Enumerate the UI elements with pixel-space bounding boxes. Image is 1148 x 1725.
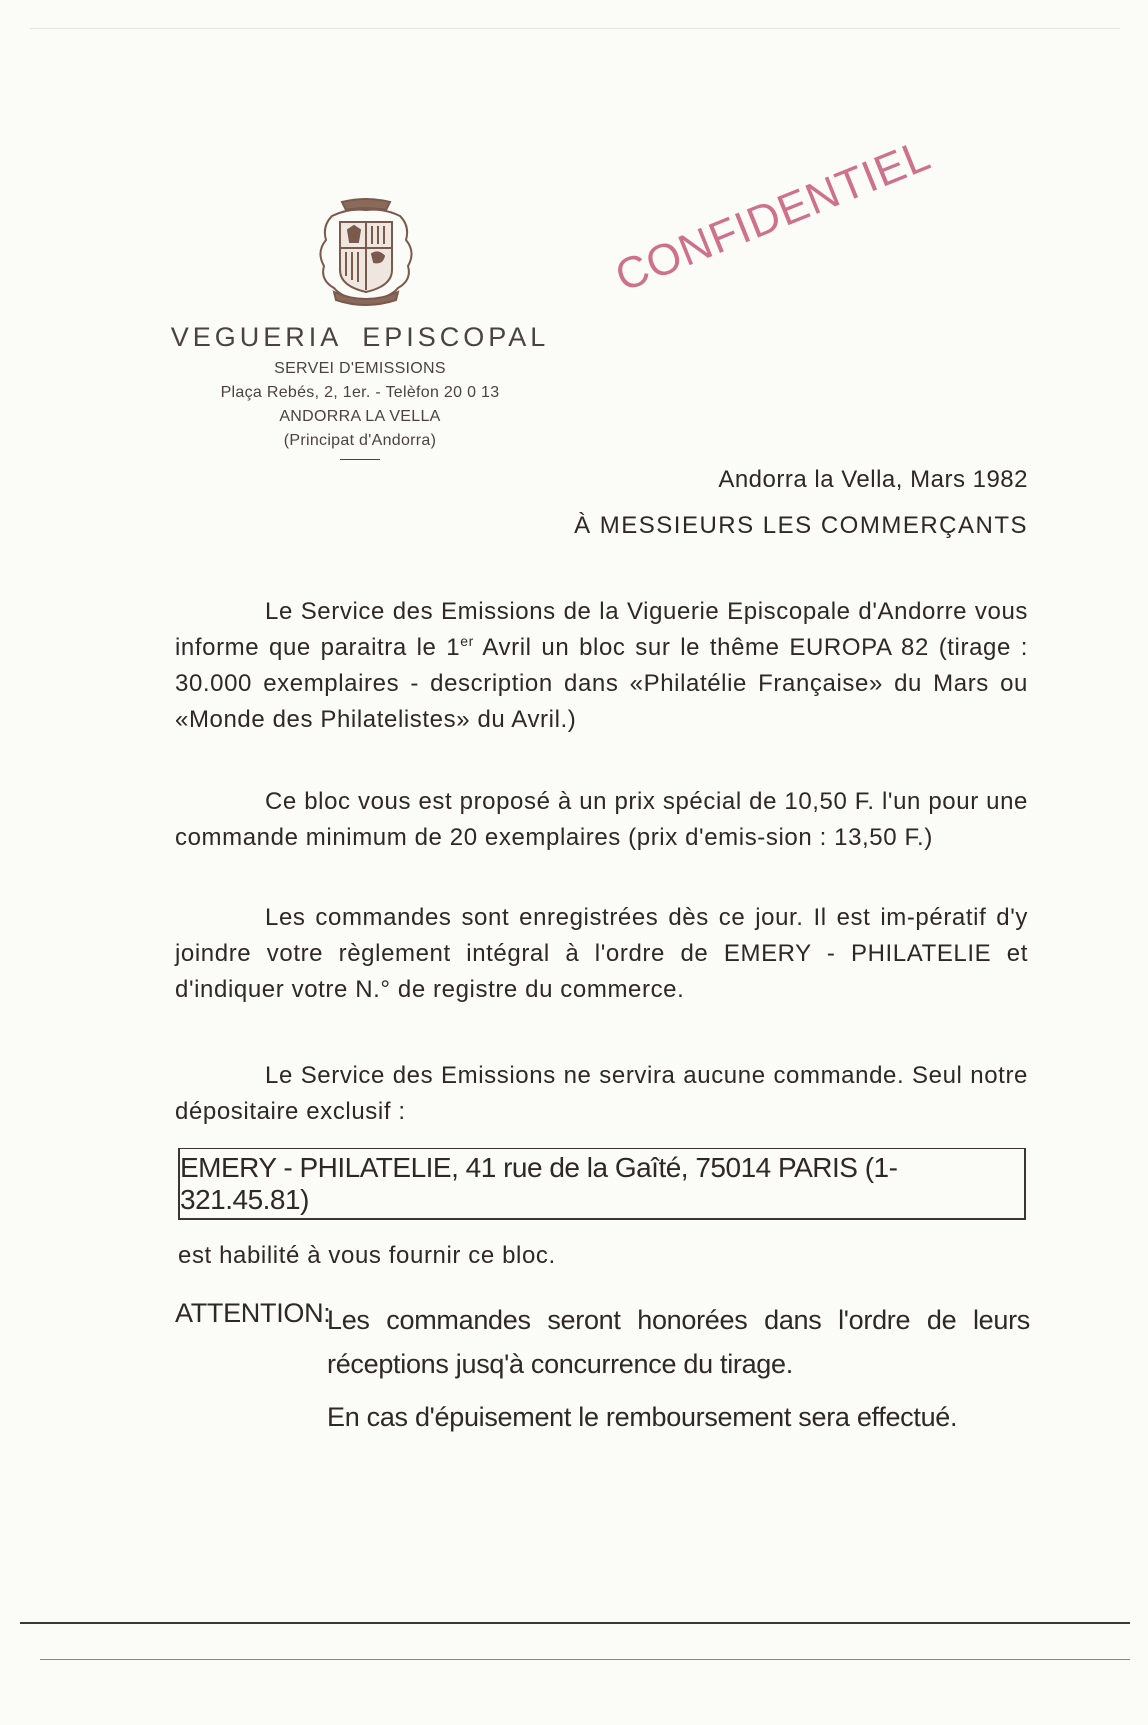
country: (Principat d'Andorra) [283,432,437,449]
letter-date: Andorra la Vella, Mars 1982 [718,466,1028,493]
paragraph-price: Ce bloc vous est proposé à un prix spécial de 10,50 F. l'un pour une commande minimum de 20 exemplaires (prix d'emis-sion : 13,50 F.) [175,788,1028,851]
city: ANDORRA LA VELLA [279,408,441,425]
addressee: À MESSIEURS LES COMMERÇANTS [574,512,1028,539]
top-edge-line [30,28,1120,29]
letterhead [160,322,560,460]
service-name: SERVEI D'EMISSIONS [274,360,446,377]
paragraph-announcement-start: Le Service des Emissions de la Viguerie Episcopale d'Andorre vous informe que paraitra le 1 [175,598,1028,661]
street-address: Plaça Rebés, 2, 1er. - Telèfon 20 0 13 [220,384,500,401]
coat-of-arms-icon [312,196,420,308]
bottom-rule [20,1622,1130,1624]
paragraph-depositary: Le Service des Emissions ne servira aucune commande. Seul notre dépositaire exclusif : [175,1062,1028,1125]
refund-note: En cas d'épuisement le remboursement sera effectué. [327,1402,958,1432]
attention-text: Les commandes seront honorées dans l'ordre de leurs réceptions jusq'à concurrence du tirage. [327,1305,1030,1379]
depositary-address: EMERY - PHILATELIE, 41 rue de la Gaîté, 75014 PARIS (1-321.45.81) [180,1151,898,1215]
organization-name: VEGUERIA EPISCOPAL [170,322,550,352]
paragraph-announcement [175,594,1028,738]
depositary-address-box [178,1148,1026,1220]
confidential-stamp: CONFIDENTIEL [608,130,938,302]
ordinal-superscript: er [460,633,474,649]
authorization-line: est habilité à vous fournir ce bloc. [178,1242,556,1269]
paragraph-orders: Les commandes sont enregistrées dès ce jour. Il est im-pératif d'y joindre votre règlement intégral à l'ordre de EMERY - PHILATELIE et d'indiquer votre N.° de registre du commerce. [175,904,1028,1003]
letterhead-divider [340,459,380,460]
attention-label: ATTENTION: [175,1298,331,1328]
bottom-edge-line [40,1659,1130,1660]
paragraph-announcement-end: Avril un bloc sur le thême EUROPA 82 (tirage : 30.000 exemplaires - description dans «Philatélie Française» du Mars ou «Monde des Philatelistes» du Avril.) [175,634,1028,733]
